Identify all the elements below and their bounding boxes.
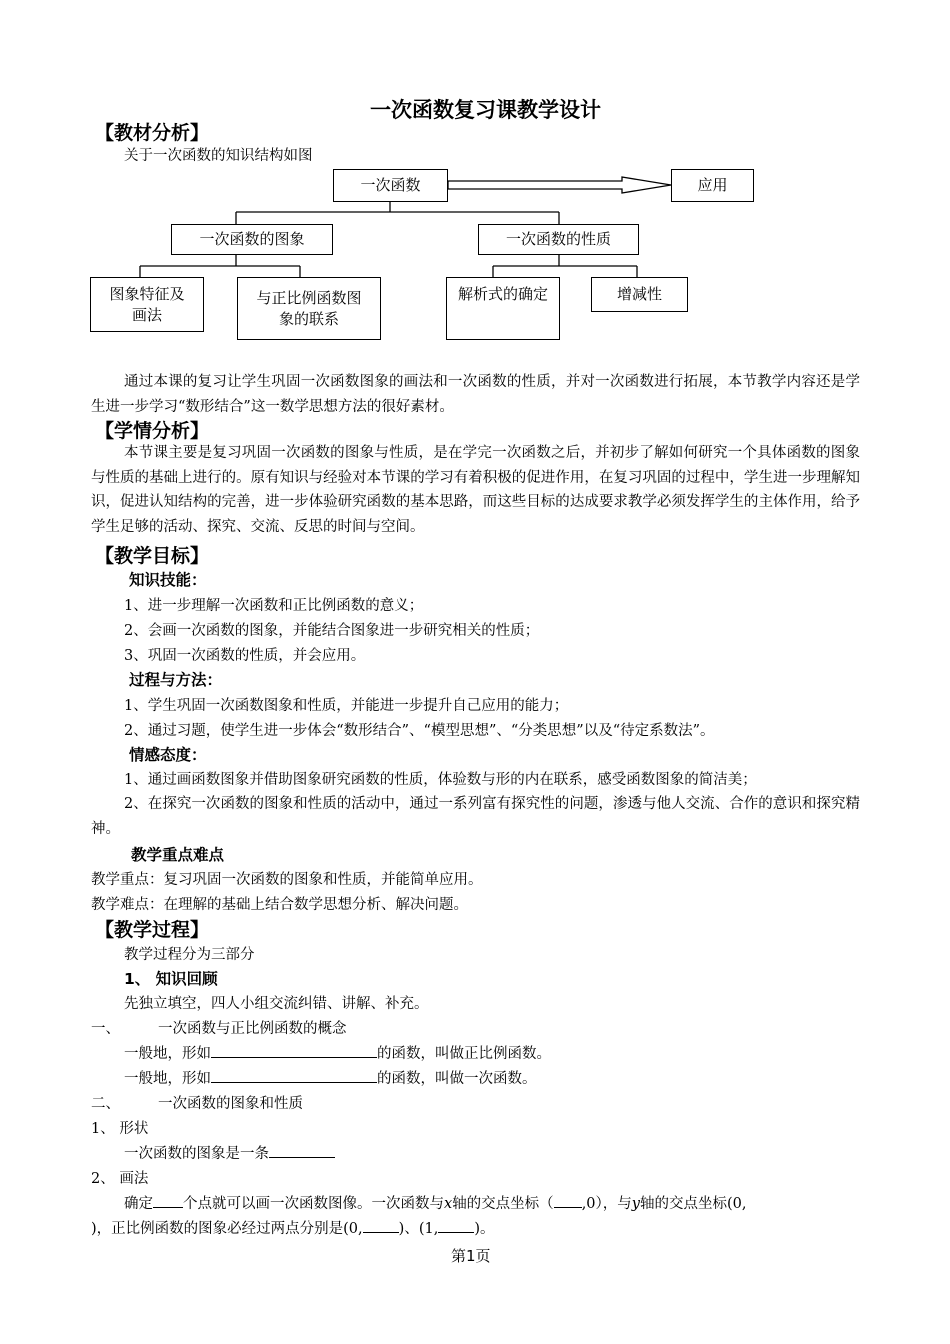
process-intro: 教学过程分为三部分	[124, 947, 255, 963]
attitude-item-2: 2、在探究一次函数的图象和性质的活动中，通过一系列富有探究性的问题，渗透与他人交流、合作的意识和探究精神。	[91, 796, 860, 837]
diagram-node-features: 图象特征及画法	[90, 277, 204, 332]
section-heading-students: 【学情分析】	[95, 420, 210, 442]
page-number: 第1页	[451, 1247, 491, 1265]
diagram-node-properties: 一次函数的性质	[478, 224, 639, 255]
diagram-node-proportional-link: 与正比例函数图象的联系	[237, 277, 381, 340]
subsection-drawing: 2、 画法	[91, 1171, 149, 1187]
answer-blank[interactable]	[211, 1067, 377, 1083]
fill-line-proportional	[124, 1042, 551, 1066]
page-title: 一次函数复习课教学设计	[370, 98, 601, 122]
fill-prefix: 一般地，形如	[124, 1046, 211, 1062]
fill-text: )、(1,	[398, 1221, 439, 1237]
fill-text: 轴的交点坐标(0,	[639, 1196, 747, 1212]
part1-description: 先独立填空，四人小组交流纠错、讲解、补充。	[124, 996, 429, 1012]
question2-number: 二、	[91, 1096, 120, 1112]
diagram-node-monotonicity: 增减性	[591, 277, 688, 312]
answer-blank[interactable]	[211, 1042, 377, 1058]
answer-blank[interactable]	[153, 1192, 183, 1208]
y-variable: y	[631, 1196, 640, 1212]
part1-title: 1、 知识回顾	[124, 970, 218, 988]
fill-line-drawing-1	[124, 1192, 746, 1216]
fill-text: 确定	[124, 1196, 153, 1212]
answer-blank[interactable]	[438, 1217, 474, 1233]
fill-line-linear	[124, 1067, 537, 1091]
section-heading-material: 【教材分析】	[95, 122, 210, 144]
fill-line-shape	[124, 1142, 335, 1166]
question1-number: 一、	[91, 1021, 120, 1037]
section-heading-process: 【教学过程】	[95, 919, 210, 941]
fill-prefix: 一次函数的图象是一条	[124, 1146, 269, 1162]
process-method-title: 过程与方法：	[129, 671, 223, 689]
x-variable: x	[444, 1196, 453, 1212]
difficult-point: 教学难点：在理解的基础上结合数学思想分析、解决问题。	[91, 897, 468, 913]
knowledge-item-1: 1、进一步理解一次函数和正比例函数的意义；	[124, 598, 424, 614]
fill-text: )，正比例函数的图象必经过两点分别是(0,	[91, 1221, 363, 1237]
attitude-item-1: 1、通过画函数图象并借助图象研究函数的性质，体验数与形的内在联系，感受函数图象的简洁美；	[124, 772, 757, 788]
knowledge-skills-title: 知识技能：	[129, 571, 207, 589]
question2-title: 一次函数的图象和性质	[158, 1096, 303, 1112]
answer-blank[interactable]	[554, 1192, 582, 1208]
attitude-title: 情感态度：	[129, 746, 207, 764]
knowledge-item-3: 3、巩固一次函数的性质，并会应用。	[124, 648, 366, 664]
arrow-shape	[448, 177, 671, 193]
diagram-node-analytic-expression: 解析式的确定	[446, 277, 560, 340]
fill-prefix: 一般地，形如	[124, 1071, 211, 1087]
diagram-node-application: 应用	[671, 169, 754, 202]
question1-title: 一次函数与正比例函数的概念	[158, 1021, 347, 1037]
key-point: 教学重点：复习巩固一次函数的图象和性质，并能简单应用。	[91, 872, 483, 888]
diagram-intro: 关于一次函数的知识结构如图	[124, 148, 313, 164]
fill-text: ,0），与	[581, 1196, 632, 1212]
diagram-node-root: 一次函数	[333, 169, 448, 202]
fill-suffix: 的函数，叫做一次函数。	[377, 1071, 537, 1087]
fill-suffix: 的函数，叫做正比例函数。	[377, 1046, 551, 1062]
subsection-shape: 1、 形状	[91, 1121, 149, 1137]
answer-blank[interactable]	[363, 1217, 399, 1233]
fill-text: )。	[474, 1221, 495, 1237]
answer-blank[interactable]	[269, 1142, 335, 1158]
knowledge-item-2: 2、会画一次函数的图象，并能结合图象进一步研究相关的性质；	[124, 623, 540, 639]
fill-line-drawing-2	[91, 1217, 494, 1241]
fill-text: 轴的交点坐标（	[452, 1196, 554, 1212]
fill-text: 个点就可以画一次函数图像。一次函数与	[183, 1196, 444, 1212]
section-heading-goals: 【教学目标】	[95, 545, 210, 567]
key-points-title: 教学重点难点	[131, 846, 225, 864]
students-paragraph: 本节课主要是复习巩固一次函数的图象与性质，是在学完一次函数之后，并初步了解如何研究一个具体函数的图象与性质的基础上进行的。原有知识与经验对本节课的学习有着积极的促进作用，在复习巩固的过程中，学生进一步理解知识，促进认知结构的完善，进一步体验研究函数的基本思路，而这些目标的达成要求教学必须发挥学生的主体作用，给予学生足够的活动、探究、交流、反思的时间与空间。	[91, 445, 860, 535]
method-item-2: 2、通过习题，使学生进一步体会“数形结合”、“模型思想”、“分类思想”以及“待定系数法”。	[124, 723, 715, 739]
material-paragraph: 通过本课的复习让学生巩固一次函数图象的画法和一次函数的性质，并对一次函数进行拓展，本节教学内容还是学生进一步学习“数形结合”这一数学思想方法的很好素材。	[91, 374, 860, 415]
method-item-1: 1、学生巩固一次函数图象和性质，并能进一步提升自己应用的能力；	[124, 698, 569, 714]
diagram-node-graph: 一次函数的图象	[171, 224, 333, 255]
